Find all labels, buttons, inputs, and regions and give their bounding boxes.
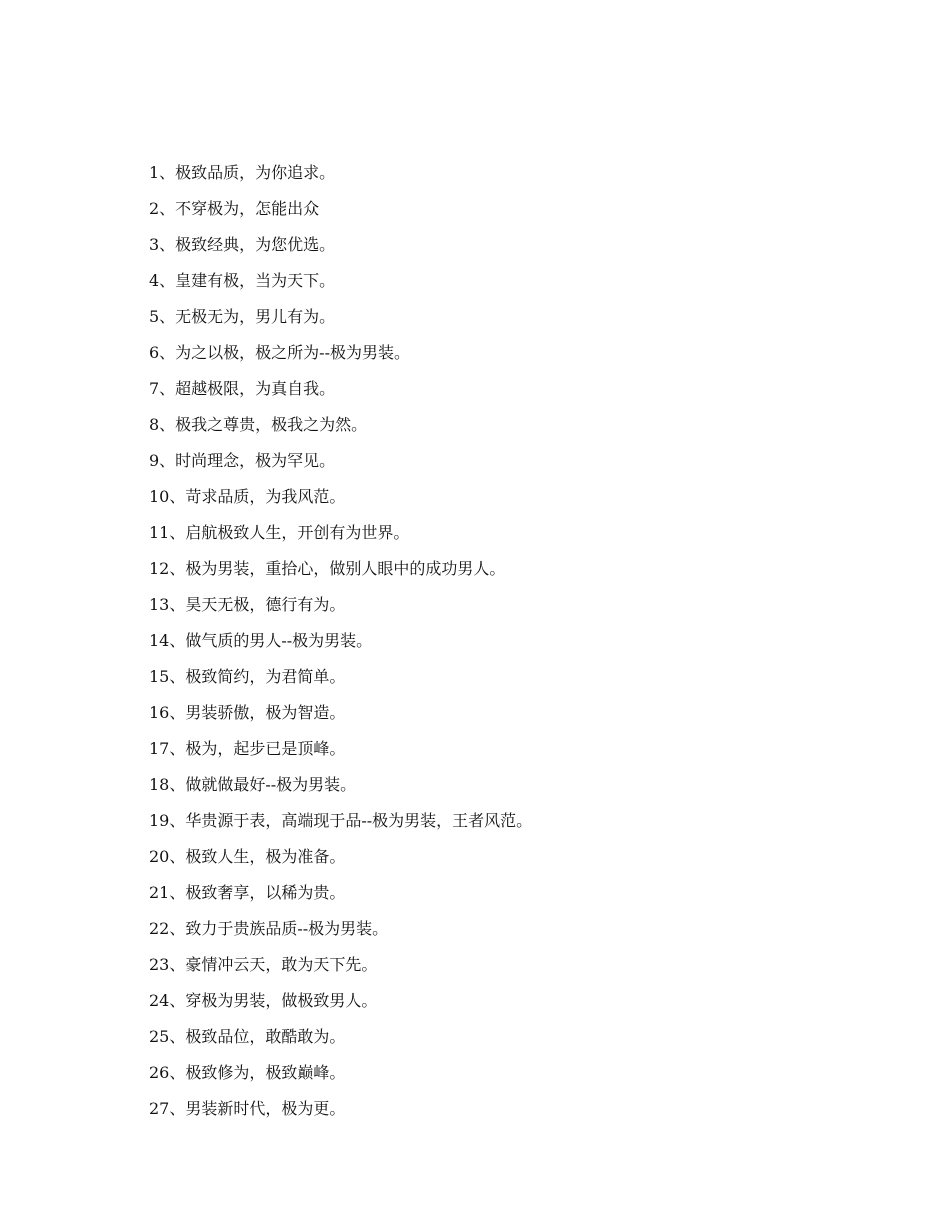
list-item: 5、无极无为，男儿有为。 [149,307,336,326]
list-item: 26、极致修为，极致巅峰。 [149,1063,346,1082]
list-item: 1、极致品质，为你追求。 [149,163,336,182]
list-item: 12、极为男装，重拾心，做别人眼中的成功男人。 [149,559,506,578]
list-item: 10、苛求品质，为我风范。 [149,487,346,506]
list-item: 7、超越极限，为真自我。 [149,379,336,398]
list-item: 16、男装骄傲，极为智造。 [149,703,346,722]
list-item: 14、做气质的男人--极为男装。 [149,631,373,650]
list-item: 24、穿极为男装，做极致男人。 [149,991,378,1010]
list-item: 21、极致奢享，以稀为贵。 [149,883,346,902]
list-item: 2、不穿极为，怎能出众 [149,199,320,218]
list-item: 15、极致简约，为君简单。 [149,667,346,686]
list-item: 25、极致品位，敢酷敢为。 [149,1027,346,1046]
list-item: 4、皇建有极，当为天下。 [149,271,336,290]
list-item: 23、豪情冲云天，敢为天下先。 [149,955,378,974]
list-item: 20、极致人生，极为准备。 [149,847,346,866]
list-item: 19、华贵源于表，高端现于品--极为男装，王者风范。 [149,811,533,830]
list-item: 11、启航极致人生，开创有为世界。 [149,523,410,542]
list-item: 13、昊天无极，德行有为。 [149,595,346,614]
list-item: 18、做就做最好--极为男装。 [149,775,357,794]
list-item: 27、男装新时代，极为更。 [149,1099,346,1118]
slogan-list [149,158,532,1130]
list-item: 22、致力于贵族品质--极为男装。 [149,919,389,938]
list-item: 8、极我之尊贵，极我之为然。 [149,415,368,434]
list-item: 6、为之以极，极之所为--极为男装。 [149,343,410,362]
list-item: 3、极致经典，为您优选。 [149,235,336,254]
list-item: 9、时尚理念，极为罕见。 [149,451,336,470]
list-item: 17、极为，起步已是顶峰。 [149,739,346,758]
